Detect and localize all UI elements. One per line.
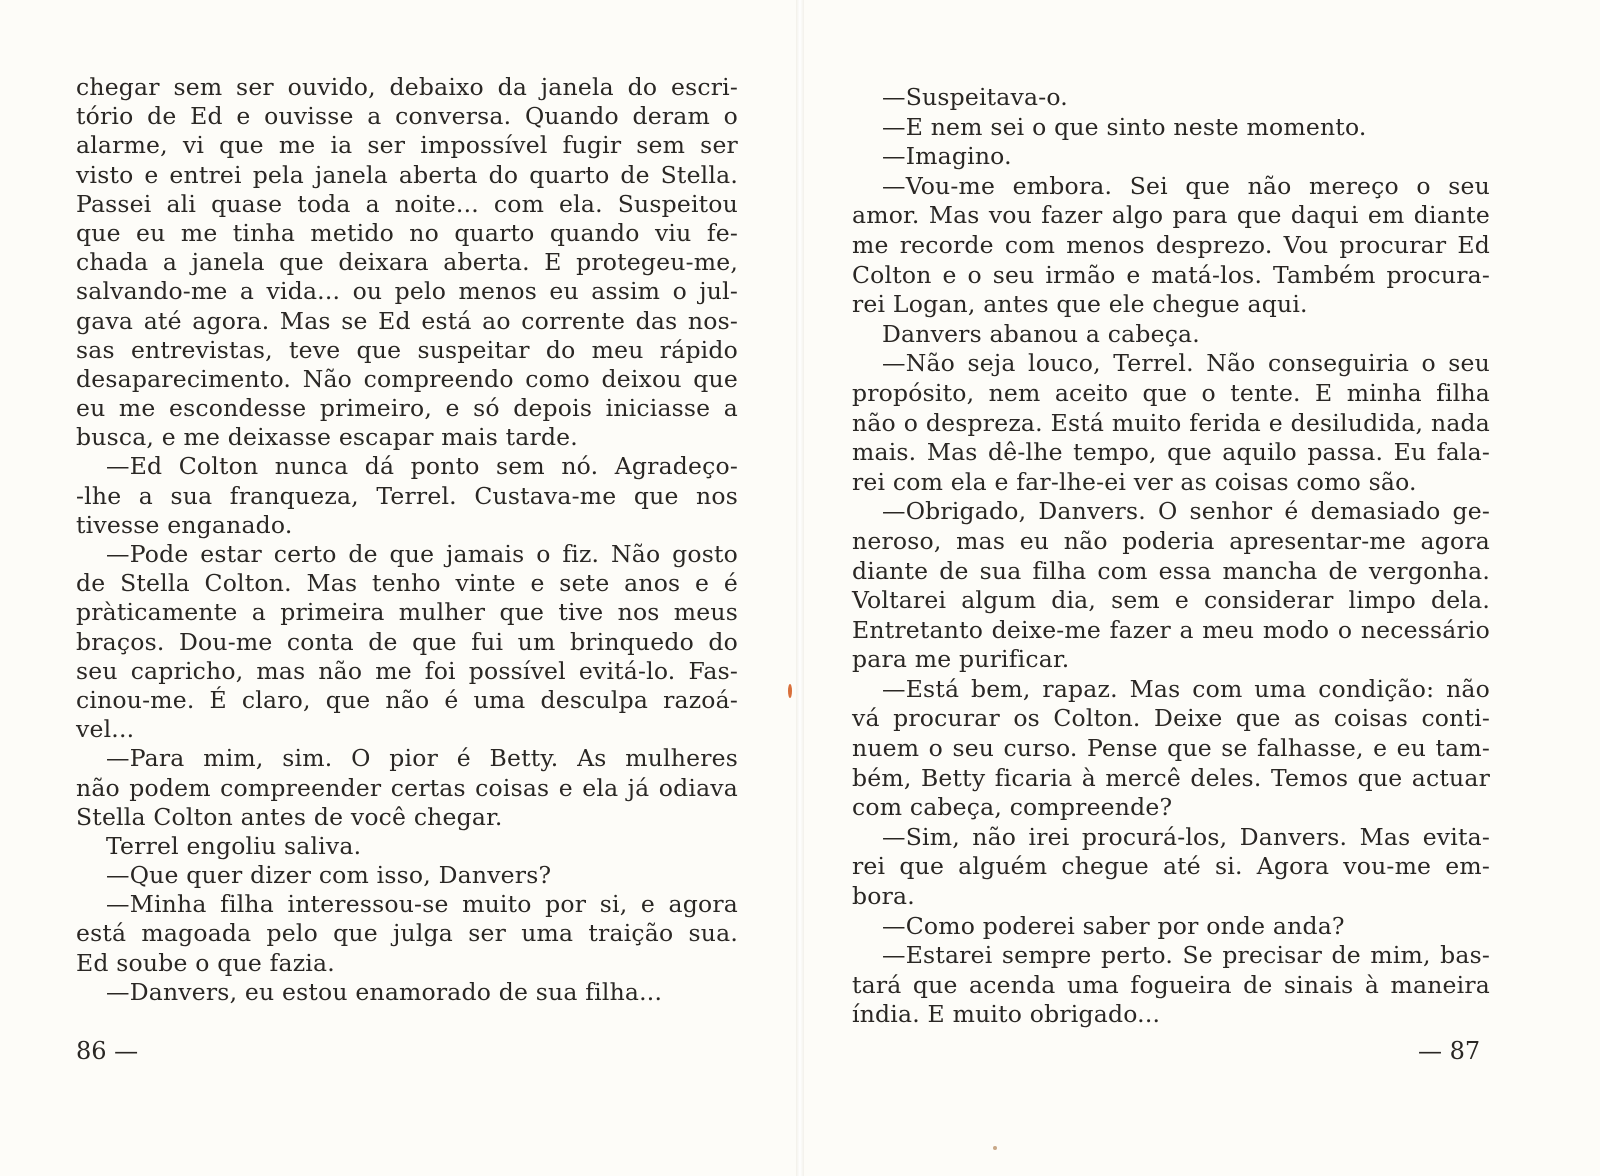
text-line: braços. Dou-me conta de que fui um brinquedo do [76,627,738,656]
text-line: Stella Colton antes de você chegar. [76,802,503,831]
text-line: Ed soube o que fazia. [76,948,335,977]
text-line: para me purificar. [852,645,1070,674]
text-line: mais. Mas dê-lhe tempo, que aquilo passa. Eu fala- [852,438,1490,467]
text-line: —Vou-me embora. Sei que não mereço o seu [882,171,1490,200]
page-number-right: — 87 [1418,1037,1481,1065]
text-line: índia. E muito obrigado... [852,1000,1161,1029]
text-line: Colton e o seu irmão e matá-los. Também procura- [852,260,1490,289]
text-line: —Que quer dizer com isso, Danvers? [106,861,552,890]
text-line: com cabeça, compreende? [852,793,1173,822]
text-line: —Estarei sempre perto. Se precisar de mim, bas- [882,941,1490,970]
text-line: —Suspeitava-o. [882,83,1068,111]
text-line: vel... [76,715,135,744]
text-line: —Obrigado, Danvers. O senhor é demasiado ge- [882,497,1490,526]
text-line: Terrel engoliu saliva. [106,831,362,860]
text-line: não podem compreender certas coisas e ela já odiava [76,773,738,802]
text-line: Voltarei algum dia, sem e considerar limpo dela. [852,586,1490,615]
left-page-text [76,73,738,1007]
text-line: tará que acenda uma fogueira de sinais à maneira [852,970,1490,999]
text-line: gava até agora. Mas se Ed está ao corrente das nos- [76,306,738,335]
text-line: Passei ali quase toda a noite... com ela. Suspeitou [76,189,738,218]
text-line: —Pode estar certo de que jamais o fiz. Não gosto [106,540,738,568]
text-line: pràticamente a primeira mulher que tive nos meus [76,598,738,627]
text-line: chada a janela que deixara aberta. E protegeu-me, [76,248,738,277]
text-line: tivesse enganado. [76,510,293,539]
text-line: tório de Ed e ouvisse a conversa. Quando deram o [76,102,738,131]
text-line: -lhe a sua franqueza, Terrel. Custava-me que nos [76,481,738,510]
text-line: sas entrevistas, teve que suspeitar do meu rápido [76,335,738,364]
text-line: —Minha filha interessou-se muito por si, e agora [106,890,738,919]
text-line: alarme, vi que me ia ser impossível fugir sem ser [76,131,738,160]
text-line: —Sim, não irei procurá-los, Danvers. Mas evita- [882,822,1490,851]
text-line: rei Logan, antes que ele chegue aqui. [852,290,1308,319]
text-line: propósito, nem aceito que o tente. E minha filha [852,378,1490,407]
text-line: chegar sem ser ouvido, debaixo da janela do escri- [76,73,738,101]
text-line: salvando-me a vida... ou pelo menos eu assim o jul- [76,277,738,306]
text-line: nuem o seu curso. Pense que se falhasse, e eu tam- [852,734,1490,763]
text-line: Entretanto deixe-me fazer a meu modo o necessário [852,615,1490,644]
text-line: que eu me tinha metido no quarto quando viu fe- [76,218,738,247]
text-line: está magoada pelo que julga ser uma traição sua. [76,919,738,948]
text-line: —E nem sei o que sinto neste momento. [882,112,1367,141]
text-line: —Está bem, rapaz. Mas com uma condição: não [882,674,1490,703]
text-line: seu capricho, mas não me foi possível evitá-lo. Fas- [76,656,738,685]
text-line: —Imagino. [882,142,1012,171]
text-line: amor. Mas vou fazer algo para que daqui em diante [852,201,1490,230]
text-line: —Ed Colton nunca dá ponto sem nó. Agradeço- [106,452,738,481]
text-line: não o despreza. Está muito ferida e desiludida, nada [852,408,1490,437]
book-gutter [796,0,804,1176]
text-line: Danvers abanou a cabeça. [882,319,1200,348]
text-line: de Stella Colton. Mas tenho vinte e sete anos e é [76,569,738,598]
text-line: neroso, mas eu não poderia apresentar-me agora [852,526,1490,555]
text-line: —Não seja louco, Terrel. Não conseguiria o seu [882,349,1490,378]
text-line: me recorde com menos desprezo. Vou procurar Ed [852,230,1490,259]
text-line: desaparecimento. Não compreendo como deixou que [76,364,738,393]
text-line: —Como poderei saber por onde anda? [882,911,1345,940]
text-line: —Para mim, sim. O pior é Betty. As mulheres [106,744,738,773]
text-line: bora. [852,882,915,911]
text-line: rei com ela e far-lhe-ei ver as coisas como são. [852,467,1417,496]
text-line: cinou-me. É claro, que não é uma desculpa razoá- [76,685,738,714]
text-line: bém, Betty ficaria à mercê deles. Temos que actuar [852,763,1490,792]
text-line: —Danvers, eu estou enamorado de sua filha... [106,977,663,1006]
right-page-text [852,83,1490,1030]
page-number-left: 86 — [76,1037,139,1065]
text-line: visto e entrei pela janela aberta do quarto de Stella. [76,160,738,189]
text-line: busca, e me deixasse escapar mais tarde. [76,423,578,452]
paper-speck [788,684,792,698]
text-line: rei que alguém chegue até si. Agora vou-me em- [852,852,1490,881]
text-line: eu me escondesse primeiro, e só depois iniciasse a [76,394,738,423]
text-line: diante de sua filha com essa mancha de vergonha. [852,556,1490,585]
text-line: vá procurar os Colton. Deixe que as coisas conti- [852,704,1490,733]
paper-speck [993,1146,997,1150]
